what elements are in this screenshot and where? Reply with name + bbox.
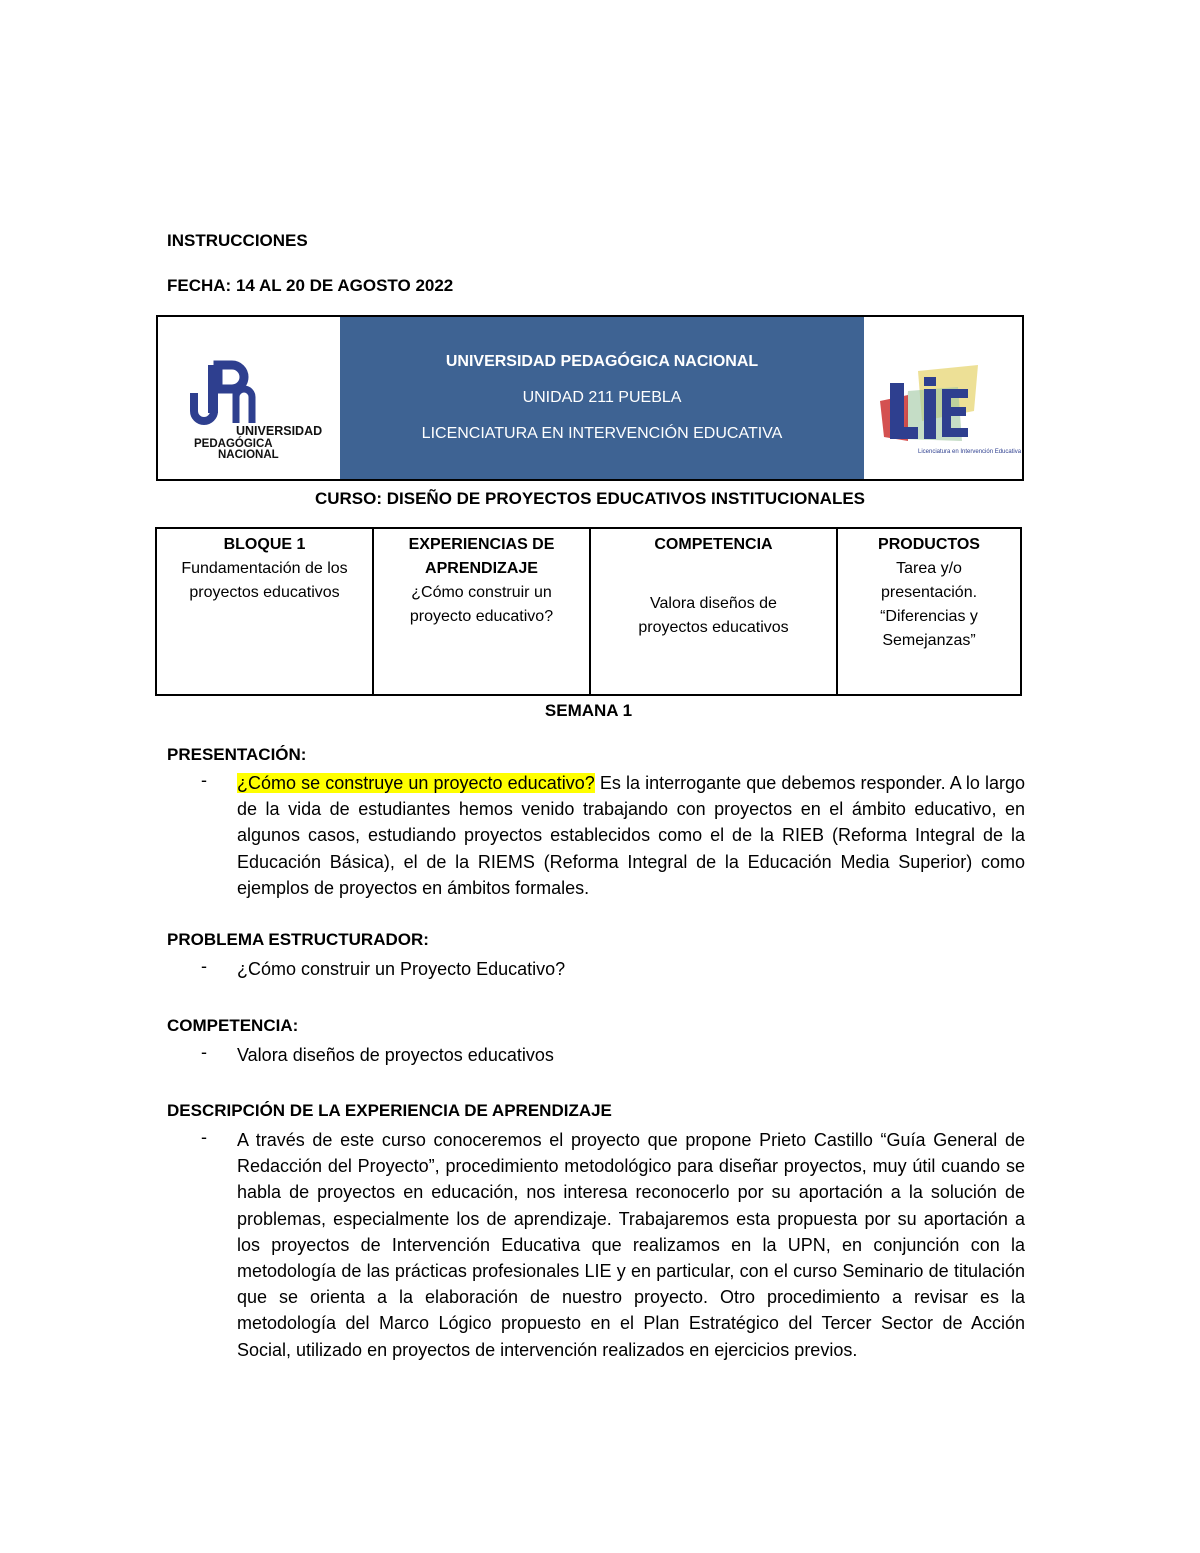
upn-logo-icon: [190, 363, 340, 483]
upn-logo-line1: UNIVERSIDAD: [236, 424, 323, 438]
table-col-products: [838, 529, 1020, 694]
competence-title: COMPETENCIA:: [167, 1016, 299, 1035]
course-title: CURSO: DISEÑO DE PROYECTOS EDUCATIVOS INSTITUCIONALES: [314, 489, 866, 508]
highlighted-question: ¿Cómo se construye un proyecto educativo?: [237, 773, 595, 793]
university-name: UNIVERSIDAD PEDAGÓGICA NACIONAL: [445, 353, 759, 370]
experiences-line1: ¿Cómo construir un: [411, 584, 552, 601]
experiences-header2: APRENDIZAJE: [425, 560, 538, 577]
description-text: A través de este curso conoceremos el proyecto que propone Prieto Castillo “Guía General de Redacción del Proyecto”, procedimiento metodológico para diseñar proyectos, muy útil cuando se habla de proyectos en educación, nos interesa reconocerlo por su aportación a la solución de problemas, especialmente los de aprendizaje. Trabajaremos esta propuesta por su aportación a los proyectos de Intervención Educativa que realizamos en la UPN, en conjunción con la metodología de las prácticas profesionales LIE y en particular, con el curso Seminario de titulación que se orienta a la elaboración de nuestro proyecto. Otro procedimiento a revisar es la metodología del Marco Lógico propuesto en el Plan Estratégico del Tercer Sector de Acción Social, utilizado en proyectos de intervención realizados en ejercicios previos.: [237, 1130, 1025, 1360]
products-line3: “Diferencias y: [880, 608, 978, 625]
block-line1: Fundamentación de los: [181, 560, 348, 577]
competence-dash: -: [201, 1042, 207, 1062]
competence-line1: Valora diseños de: [650, 595, 777, 612]
header-banner: [156, 315, 1024, 481]
products-header: PRODUCTOS: [878, 536, 980, 553]
week-title: SEMANA 1: [544, 701, 633, 720]
experiences-line2: proyecto educativo?: [409, 608, 554, 625]
date-line: FECHA: 14 AL 20 DE AGOSTO 2022: [167, 276, 454, 295]
presentation-dash: -: [201, 770, 207, 790]
upn-logo: [158, 317, 340, 479]
products-line1: Tarea y/o: [896, 560, 962, 577]
presentation-title: PRESENTACIÓN:: [167, 745, 307, 764]
products-line2: presentación.: [880, 584, 978, 601]
lie-logo-icon: [878, 361, 1022, 471]
competency-table: [155, 527, 1022, 696]
presentation-text: Es la interrogante que debemos responder. A lo largo de la vida de estudiantes hemos venido trabajando con proyectos en el ámbito educativo, en algunos casos, estudiando proyectos establecidos como el de la RIEB (Reforma Integral de la Educación Básica), el de la RIEMS (Reforma Integral de la Educación Media Superior) como ejemplos de proyectos en ámbitos formales.: [237, 773, 1025, 898]
block-line2: proyectos educativos: [189, 584, 340, 601]
problem-dash: -: [201, 956, 207, 976]
competence-line2: proyectos educativos: [638, 619, 789, 636]
block-header: BLOQUE 1: [223, 536, 306, 553]
table-col-block: [157, 529, 374, 694]
products-line4: Semejanzas”: [882, 632, 976, 649]
table-col-experiences: [374, 529, 591, 694]
problem-title: PROBLEMA ESTRUCTURADOR:: [167, 930, 429, 949]
unit-name: UNIDAD 211 PUEBLA: [522, 389, 682, 406]
competence-header: COMPETENCIA: [654, 536, 773, 553]
lie-logo-caption: Licenciatura en Intervención Educativa: [918, 449, 1022, 455]
upn-logo-line2: PEDAGÓGICA: [194, 438, 273, 450]
lie-logo: [864, 317, 1022, 479]
description-dash: -: [201, 1127, 207, 1147]
instructions-title: INSTRUCCIONES: [167, 231, 308, 250]
presentation-paragraph: [237, 770, 1025, 901]
problem-text: ¿Cómo construir un Proyecto Educativo?: [237, 959, 566, 979]
table-col-competence: [591, 529, 838, 694]
competence-text: Valora diseños de proyectos educativos: [237, 1045, 554, 1065]
description-title: DESCRIPCIÓN DE LA EXPERIENCIA DE APRENDIZAJE: [167, 1101, 612, 1120]
degree-name: LICENCIATURA EN INTERVENCIÓN EDUCATIVA: [421, 425, 783, 442]
experiences-header: EXPERIENCIAS DE: [408, 536, 555, 553]
upn-logo-line3: NACIONAL: [218, 449, 279, 461]
university-banner: [340, 317, 864, 479]
